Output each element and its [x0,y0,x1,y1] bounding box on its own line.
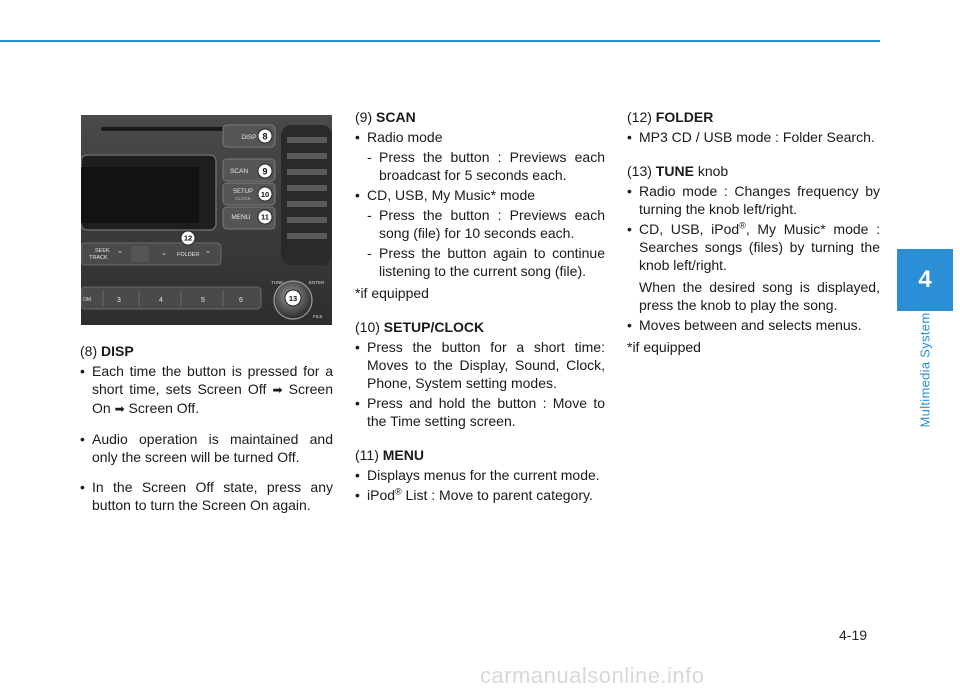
scan-label: SCAN [229,168,249,175]
callout-12 [181,231,195,245]
svg-text:8: 8 [262,131,268,142]
section-disp [80,342,333,514]
enter-label: ENTER [309,280,325,285]
callout-9 [258,164,272,178]
setup-label: SETUP [232,189,254,195]
callout-10 [258,187,272,201]
seek-label: SEEK [95,248,110,254]
menu-label: MENU [231,214,251,221]
callout-11 [258,210,272,224]
section-title-setup: (10) SETUP/CLOCK [355,319,485,335]
tune-bullet-1: • Radio mode : Changes frequency by turning the knob left/right. [627,182,880,218]
svg-text:11: 11 [261,212,269,222]
disp-bullet-1: • Each time the button is pressed for a short time, sets Screen Off ➡ Screen On ➡ Screen Off. [80,362,333,418]
folder-up-icon[interactable]: ⌃ [205,251,211,258]
svg-text:9: 9 [262,166,268,177]
watermark: carmanualsonline.info [480,663,705,688]
menu-bullet-2: • iPod® List : Move to parent category. [355,486,605,504]
chapter-number: 4 [918,266,932,293]
scan-bullet-radio: • Radio mode [355,128,605,146]
scan-dash-2: - Press the button : Previews each song (file) for 10 seconds each. [355,206,605,242]
section-title-scan: (9) SCAN [355,109,416,125]
chapter-tab [897,249,953,311]
folder-bullet-1: • MP3 CD / USB mode : Folder Search. [627,128,880,146]
setup-bullet-1: • Press the button for a short time: Moves to the Display, Sound, Clock, Phone, System setting modes. [355,338,605,392]
section-folder-tune [627,108,880,356]
section-title-disp: (8) DISP [80,343,134,359]
section-scan-setup-menu [355,108,605,504]
folder-label: FOLDER [177,252,200,258]
preset-4[interactable]: 4 [159,297,163,304]
tune-bullet-3: • Moves between and selects menus. [627,316,880,334]
svg-text:12: 12 [183,233,193,243]
preset-5[interactable]: 5 [201,297,205,304]
seek-folder-bar [81,243,221,265]
clock-label: CLOCK [235,196,251,201]
head-unit-drawing [81,115,332,325]
disp-bullet-2: • Audio operation is maintained and only the screen will be turned Off. [80,430,333,466]
file-label: FILE [313,314,323,319]
menu-bullet-1: • Displays menus for the current mode. [355,466,605,484]
scan-dash-3: - Press the button again to continue listening to the current song (file). [355,244,605,280]
section-title-menu: (11) MENU [355,447,424,463]
air-vent [281,125,332,265]
setup-bullet-2: • Press and hold the button : Move to the Time setting screen. [355,394,605,430]
tune-paragraph: When the desired song is displayed, press the knob to play the song. [639,279,880,313]
seek-up-icon[interactable]: ⌃ [117,251,123,258]
tune-note: *if equipped [627,339,701,355]
disp-label: DISP [241,134,257,141]
preset-om: OM [83,297,92,303]
folder-down-icon[interactable]: ⌄ [161,250,167,257]
disp-bullet-3: • In the Screen Off state, press any button to turn the Screen On again. [80,478,333,514]
arrow-icon: ➡ [272,383,283,397]
preset-3[interactable]: 3 [117,297,121,304]
svg-text:10: 10 [260,190,270,199]
scan-dash-1: - Press the button : Previews each broadcast for 5 seconds each. [355,148,605,184]
scan-bullet-cd: • CD, USB, My Music* mode [355,186,605,204]
display-glass [81,167,199,223]
preset-6[interactable]: 6 [239,297,243,304]
svg-text:13: 13 [288,294,298,303]
page-number: 4-19 [839,627,868,643]
chapter-label: Multimedia System [917,312,933,428]
blank-key[interactable] [131,246,149,262]
head-unit-illustration [81,115,332,325]
section-title-folder: (12) FOLDER [627,109,714,125]
preset-bar [81,287,261,309]
cd-slot [101,127,231,131]
header-rule [0,40,880,42]
tune-bullet-2: • CD, USB, iPod®, My Music* mode : Searches songs (files) by turning the knob left/right. [627,220,880,274]
callout-13 [285,290,301,306]
callout-8 [258,129,272,143]
scan-note: *if equipped [355,285,429,301]
track-label: TRACK [89,255,108,261]
arrow-icon: ➡ [114,402,125,416]
section-title-tune: (13) TUNE knob [627,163,729,179]
tune-label: TUNE [271,280,284,285]
